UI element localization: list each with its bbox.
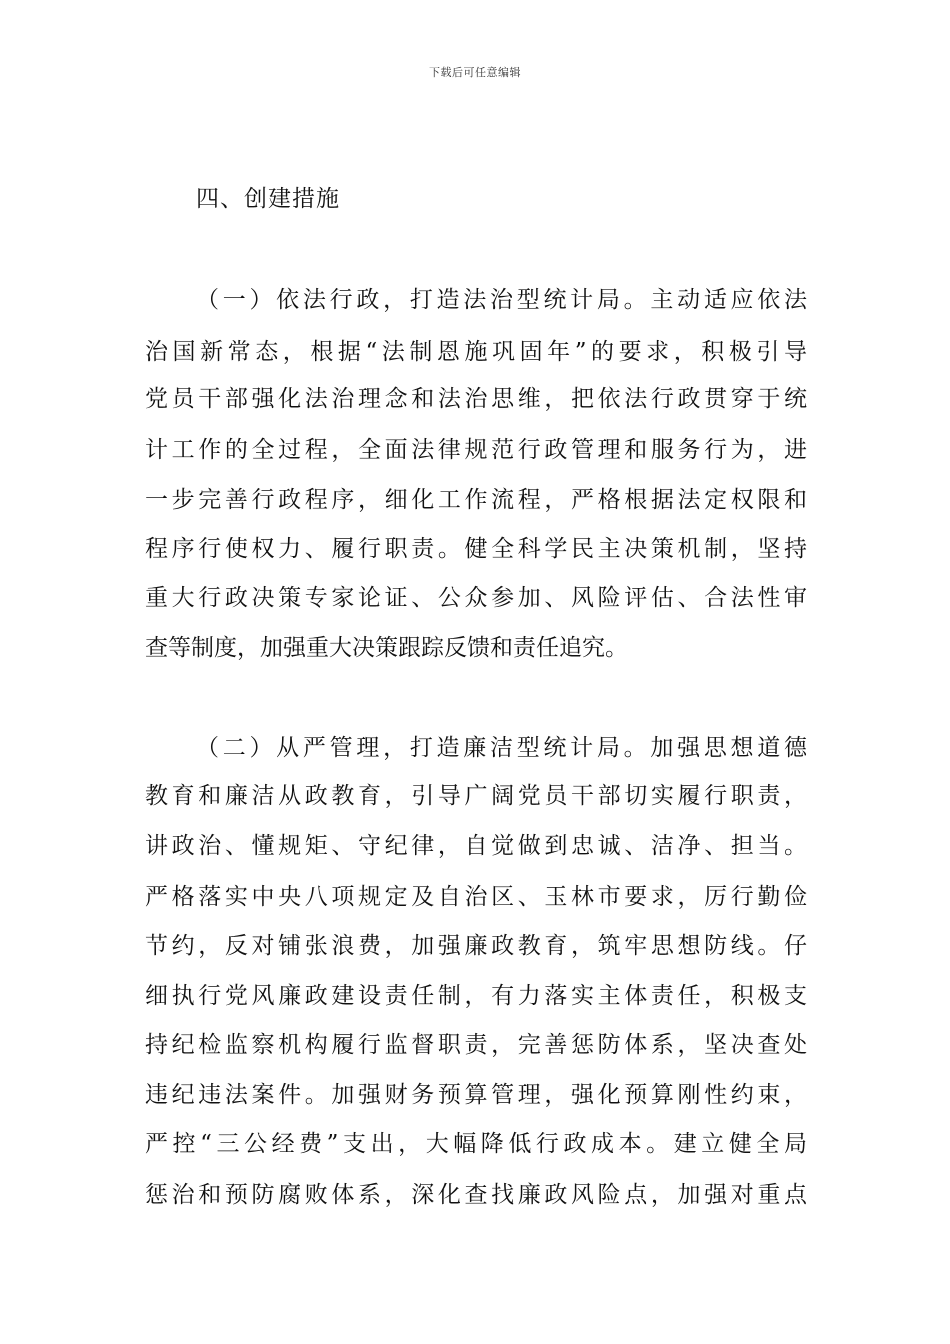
paragraph-line: 党员干部强化法治理念和法治思维，把依法行政贯穿于统 xyxy=(145,386,807,412)
paragraph-line: 查等制度，加强重大决策跟踪反馈和责任追究。 xyxy=(145,635,628,661)
paragraph-line: 细执行党风廉政建设责任制，有力落实主体责任，积极支 xyxy=(145,983,807,1009)
paragraph-line: 计工作的全过程，全面法律规范行政管理和服务行为，进 xyxy=(145,437,807,463)
paragraph-line: （一）依法行政，打造法治型统计局。主动适应依法 xyxy=(196,287,807,313)
paragraph-line: 一步完善行政程序，细化工作流程，严格根据法定权限和 xyxy=(145,487,807,513)
section-heading: 四、创建措施 xyxy=(196,186,340,212)
paragraph-line: （二）从严管理，打造廉洁型统计局。加强思想道德 xyxy=(196,735,807,761)
paragraph-line: 严控“三公经费”支出，大幅降低行政成本。建立健全局 xyxy=(145,1131,807,1157)
paragraph-line: 重大行政决策专家论证、公众参加、风险评估、合法性审 xyxy=(145,585,807,611)
paragraph-line: 治国新常态，根据“法制恩施巩固年”的要求，积极引导 xyxy=(145,339,807,365)
paragraph-line: 程序行使权力、履行职责。健全科学民主决策机制，坚持 xyxy=(145,536,807,562)
paragraph-line: 持纪检监察机构履行监督职责，完善惩防体系，坚决查处 xyxy=(145,1032,807,1058)
paragraph-line: 惩治和预防腐败体系，深化查找廉政风险点，加强对重点 xyxy=(145,1182,807,1208)
paragraph-line: 节约，反对铺张浪费，加强廉政教育，筑牢思想防线。仔 xyxy=(145,933,807,959)
paragraph-line: 教育和廉洁从政教育，引导广阔党员干部切实履行职责， xyxy=(145,783,807,809)
header-note: 下载后可任意编辑 xyxy=(429,66,521,79)
paragraph-line: 违纪违法案件。加强财务预算管理，强化预算刚性约束， xyxy=(145,1082,807,1108)
paragraph-line: 讲政治、懂规矩、守纪律，自觉做到忠诚、洁净、担当。 xyxy=(145,833,807,859)
paragraph-line: 严格落实中央八项规定及自治区、玉林市要求，厉行勤俭 xyxy=(145,884,807,910)
